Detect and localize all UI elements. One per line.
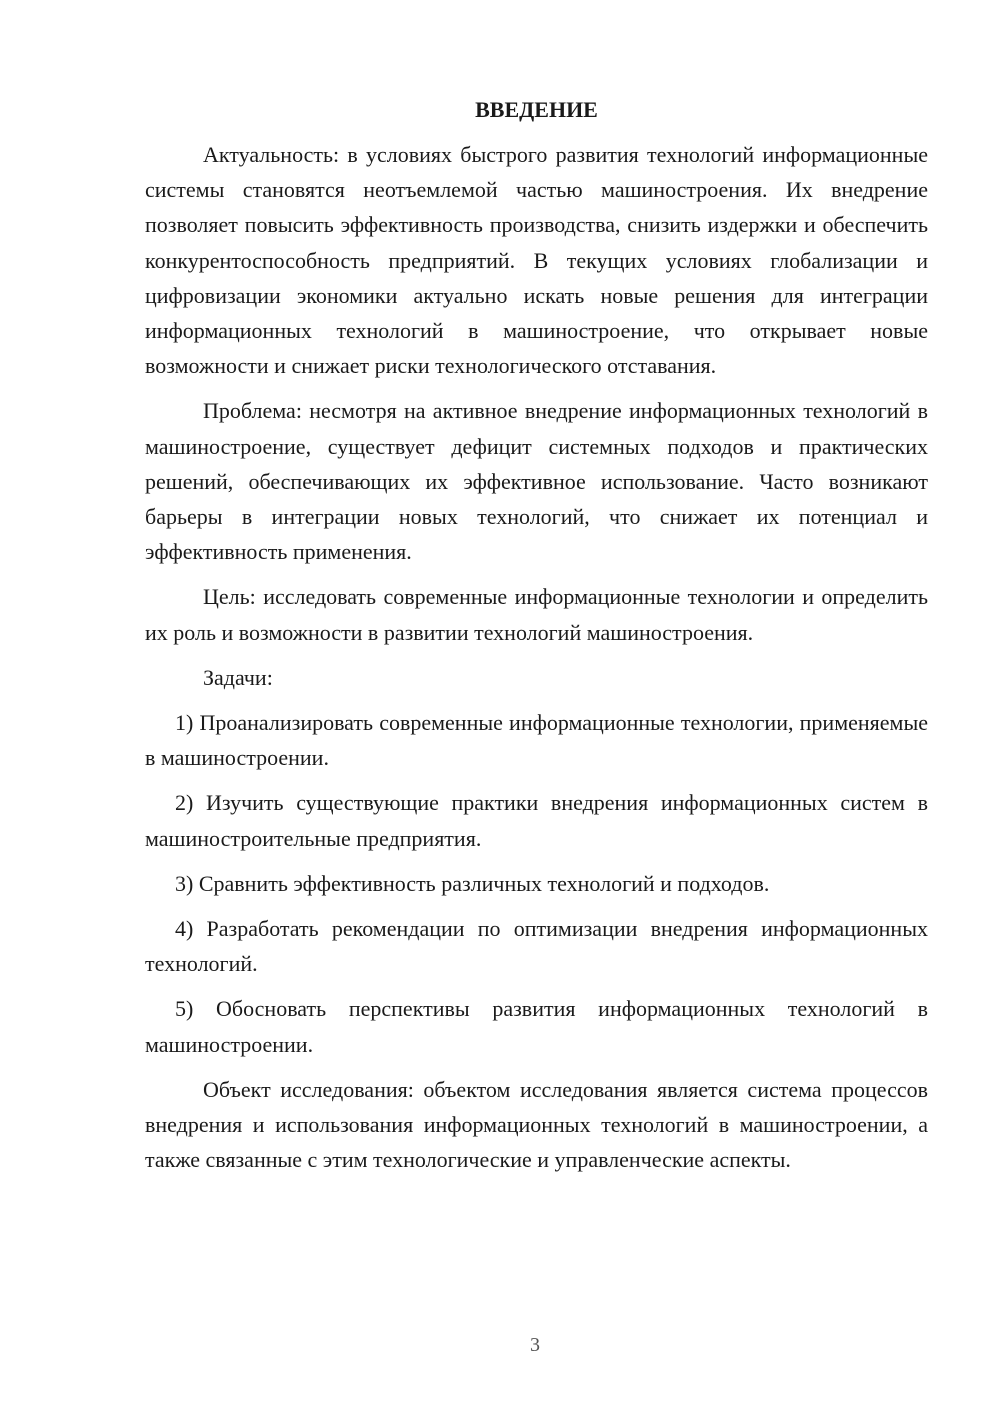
paragraph-problem: Проблема: несмотря на активное внедрение информационных технологий в машиностроение, существует дефицит системных подходов и практических решений, обеспечивающих их эффективное использование. Часто возникают барьеры в интеграции новых технологий, что снижает их потенциал и эффективность применения. — [145, 398, 928, 565]
paragraph-relevance: Актуальность: в условиях быстрого развития технологий информационные системы становятся неотъемлемой частью машиностроения. Их внедрение позволяет повысить эффективность производства, снизить издержки и обеспечить конкурентоспособность предприятий. В текущих условиях глобализации и цифровизации экономики актуально искать новые решения для интеграции информационных технологий в машиностроение, что открывает новые возможности и снижает риски технологического отставания. — [145, 142, 928, 379]
task-item-4: 4) Разработать рекомендации по оптимизации внедрения информационных технологий. — [145, 916, 928, 977]
task-item-1: 1) Проанализировать современные информационные технологии, применяемые в машиностроении. — [145, 710, 928, 771]
document-page — [145, 95, 928, 1177]
page-title: ВВЕДЕНИЕ — [475, 97, 598, 122]
page-number: 3 — [530, 1334, 540, 1356]
task-item-5: 5) Обосновать перспективы развития информационных технологий в машиностроении. — [145, 996, 928, 1057]
task-item-3: 3) Сравнить эффективность различных технологий и подходов. — [175, 870, 770, 896]
task-item-2: 2) Изучить существующие практики внедрения информационных систем в машиностроительные предприятия. — [145, 790, 928, 851]
paragraph-object: Объект исследования: объектом исследования является система процессов внедрения и использования информационных технологий в машиностроении, а также связанные с этим технологические и управленческие аспекты. — [145, 1076, 928, 1173]
paragraph-goal: Цель: исследовать современные информационные технологии и определить их роль и возможности в развитии технологий машиностроения. — [145, 584, 928, 645]
tasks-heading: Задачи: — [203, 664, 273, 690]
